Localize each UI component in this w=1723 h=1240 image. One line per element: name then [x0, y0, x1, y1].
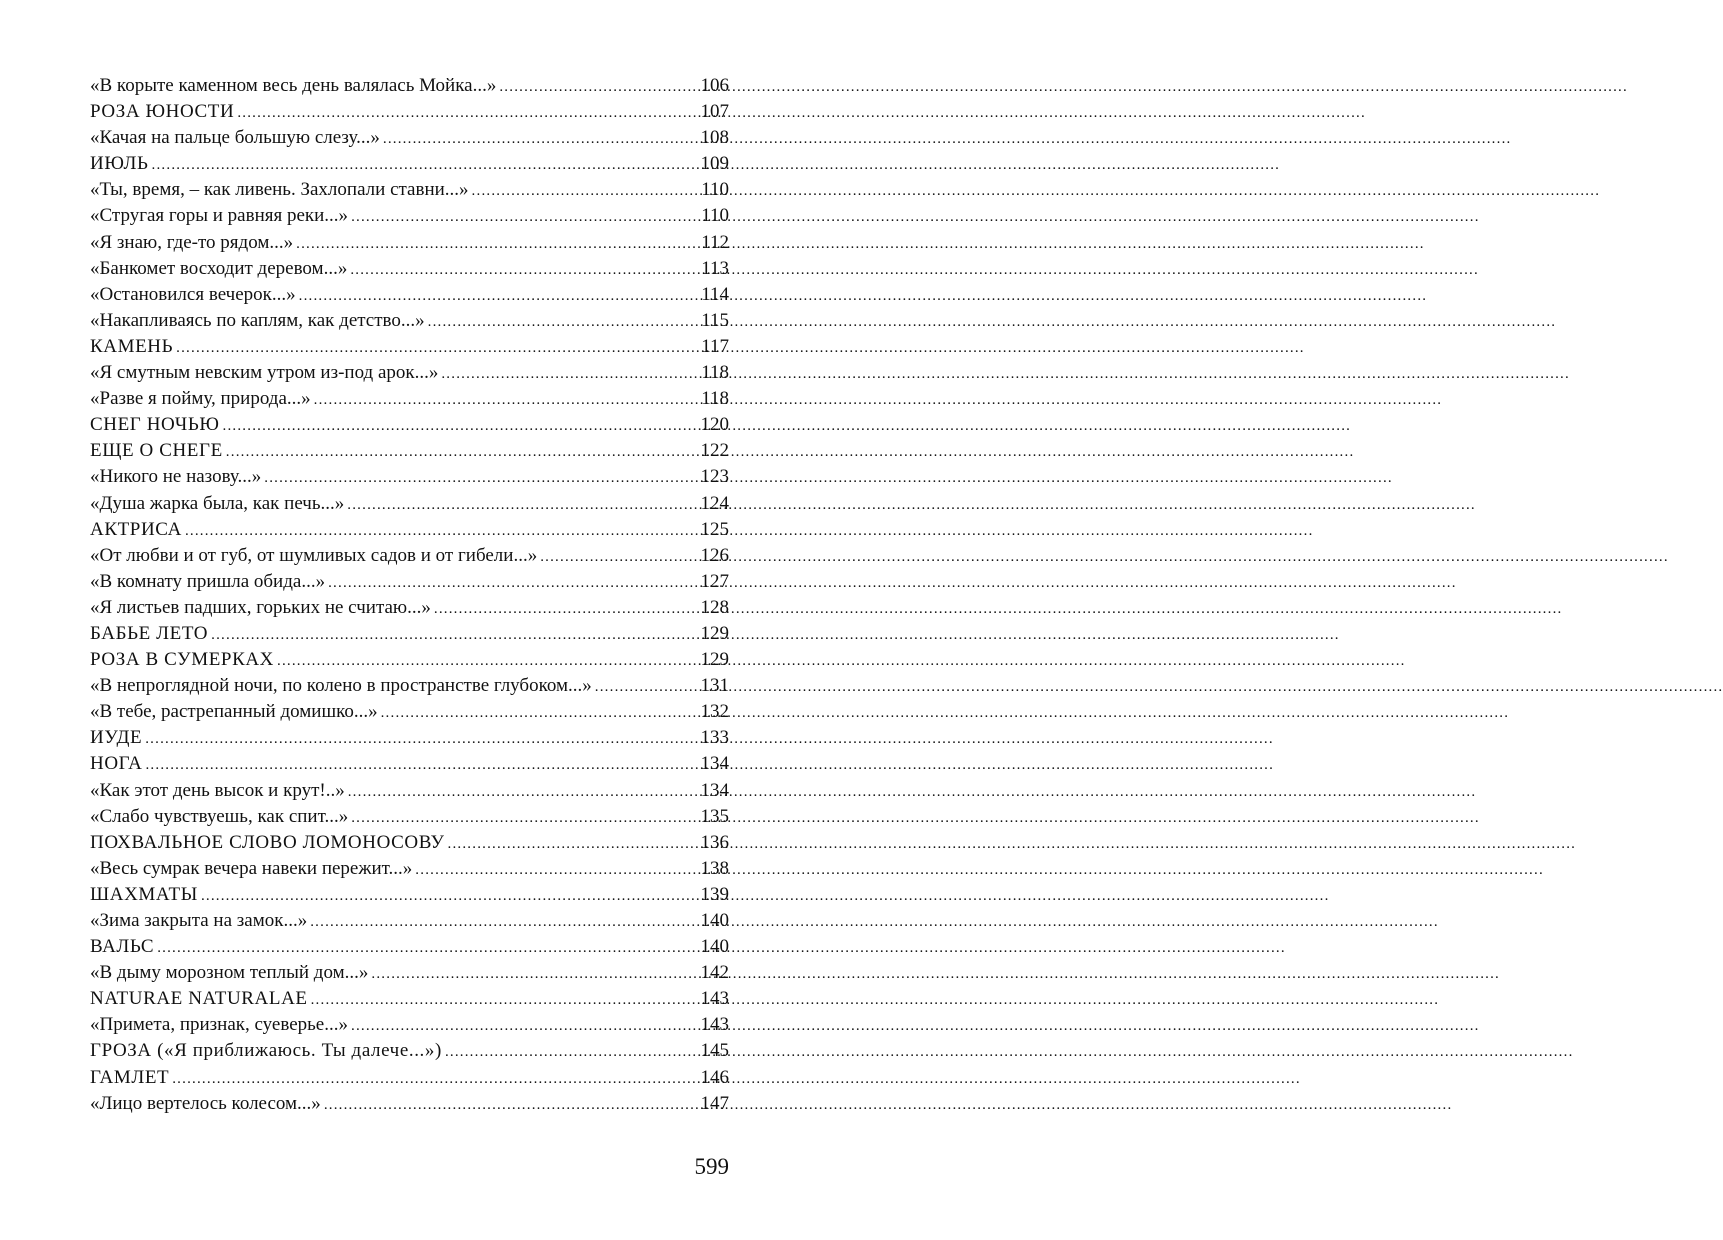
toc-list — [90, 73, 729, 1117]
toc-entry — [90, 517, 729, 543]
toc-entry-title: ИУДЕ — [90, 727, 143, 749]
toc-entry-title: «Никого не назову...» — [90, 466, 262, 488]
toc-entry-page-number: 117 — [701, 335, 729, 357]
toc-entry-title: «Я знаю, где-то рядом...» — [90, 231, 294, 253]
toc-entry-title: ВАЛЬС — [90, 936, 155, 958]
toc-entry — [90, 491, 729, 517]
toc-entry-title: «Я листьев падших, горьких не считаю...» — [90, 596, 431, 618]
toc-entry-title: «Душа жарка была, как печь...» — [90, 492, 345, 514]
toc-entry — [90, 308, 729, 334]
toc-dot-leader — [428, 309, 699, 335]
toc-dot-leader — [540, 544, 697, 570]
toc-entry-page-number: 133 — [700, 727, 729, 749]
toc-entry — [90, 882, 729, 908]
toc-dot-leader — [347, 492, 697, 518]
toc-entry-title: NATURAE NATURALAE — [90, 988, 308, 1010]
toc-entry-page-number: 128 — [700, 596, 729, 618]
toc-entry-page-number: 136 — [700, 831, 729, 853]
toc-entry-title: ШАХМАТЫ — [90, 883, 198, 905]
toc-entry-page-number: 143 — [700, 988, 729, 1010]
toc-dot-leader — [314, 387, 699, 413]
toc-entry-page-number: 140 — [700, 936, 729, 958]
toc-entry-page-number: 129 — [700, 622, 729, 644]
toc-entry-page-number: 124 — [700, 492, 729, 514]
toc-dot-leader — [441, 361, 698, 387]
toc-entry-page-number: 147 — [700, 1092, 729, 1114]
toc-entry — [90, 647, 729, 673]
toc-entry-page-number: 122 — [700, 440, 729, 462]
toc-entry-page-number: 118 — [701, 388, 729, 410]
toc-entry-title: «Остановился вечерок...» — [90, 283, 296, 305]
toc-entry-title: «Разве я пойму, природа...» — [90, 388, 311, 410]
toc-entry-title: ИЮЛЬ — [90, 153, 149, 175]
toc-entry-title: «Стругая горы и равняя реки...» — [90, 205, 349, 227]
toc-entry-title: РОЗА ЮНОСТИ — [90, 101, 235, 123]
toc-entry-page-number: 140 — [700, 910, 729, 931]
toc-dot-leader — [448, 831, 698, 857]
toc-entry — [90, 778, 729, 804]
toc-entry — [90, 699, 729, 725]
toc-dot-leader — [445, 1039, 698, 1065]
toc-entry-title: БАБЬЕ ЛЕТО — [90, 622, 209, 644]
toc-dot-leader — [145, 752, 697, 778]
toc-entry-title: «В корыте каменном весь день валялась Мойка...» — [90, 75, 497, 96]
toc-dot-leader — [145, 726, 697, 752]
toc-entry-page-number: 113 — [701, 257, 729, 279]
toc-entry-title: ГАМЛЕТ — [90, 1066, 170, 1088]
toc-entry — [90, 856, 729, 882]
toc-dot-leader — [350, 257, 698, 283]
toc-dot-leader — [351, 805, 697, 831]
toc-entry — [90, 1065, 729, 1091]
toc-entry-title: «Качая на пальце большую слезу...» — [90, 127, 380, 149]
toc-entry-page-number: 129 — [700, 649, 729, 671]
toc-entry-title: «Весь сумрак вечера навеки пережит...» — [90, 857, 413, 879]
toc-entry-title: ПОХВАЛЬНОЕ СЛОВО ЛОМОНОСОВУ — [90, 831, 445, 853]
toc-entry-page-number: 110 — [701, 205, 729, 227]
toc-dot-leader — [311, 987, 698, 1013]
toc-dot-leader — [152, 152, 698, 178]
toc-dot-leader — [296, 231, 698, 257]
toc-entry-title: ГРОЗА («Я приближаюсь. Ты далече...») — [90, 1040, 442, 1062]
toc-entry-page-number: 134 — [700, 753, 729, 775]
toc-entry — [90, 960, 729, 986]
toc-entry — [90, 673, 729, 699]
toc-entry-page-number: 142 — [700, 962, 729, 984]
toc-entry — [90, 203, 729, 229]
toc-entry — [90, 412, 729, 438]
toc-entry-title: «От любви и от губ, от шумливых садов и от гибели...» — [90, 544, 538, 566]
toc-dot-leader — [381, 700, 698, 726]
toc-dot-leader — [176, 335, 698, 361]
toc-entry-title: «Слабо чувствуешь, как спит...» — [90, 805, 349, 827]
toc-entry-title: «Банкомет восходит деревом...» — [90, 257, 348, 279]
toc-dot-leader — [328, 570, 697, 596]
toc-entry — [90, 1012, 729, 1038]
toc-entry-title: НОГА — [90, 753, 143, 775]
toc-entry — [90, 934, 729, 960]
toc-entry — [90, 1038, 729, 1064]
toc-entry-title: «В комнату пришла обида...» — [90, 570, 326, 592]
toc-entry-title: «Накапливаясь по каплям, как детство...» — [90, 309, 425, 331]
toc-entry-page-number: 135 — [700, 805, 729, 827]
toc-entry — [90, 230, 729, 256]
toc-entry — [90, 543, 729, 569]
toc-dot-leader — [595, 674, 698, 700]
toc-entry — [90, 908, 729, 934]
toc-dot-leader — [299, 283, 699, 309]
toc-dot-leader — [324, 1092, 698, 1118]
toc-entry — [90, 177, 729, 203]
toc-entry-title: «Как этот день высок и крут!..» — [90, 779, 345, 801]
toc-entry — [90, 282, 729, 308]
toc-entry-page-number: 131 — [700, 675, 729, 697]
toc-entry-page-number: 123 — [700, 466, 729, 488]
toc-dot-leader — [371, 961, 697, 987]
toc-entry-page-number: 126 — [700, 544, 729, 566]
toc-dot-leader — [499, 74, 697, 100]
toc-entry-page-number: 143 — [700, 1014, 729, 1036]
toc-entry-page-number: 107 — [700, 101, 729, 123]
toc-dot-leader — [223, 413, 698, 439]
toc-dot-leader — [348, 779, 698, 805]
toc-entry-title: КАМЕНЬ — [90, 335, 174, 357]
toc-dot-leader — [211, 622, 697, 648]
toc-entry-title: «Ты, время, – как ливень. Захлопали ставни...» — [90, 179, 469, 201]
toc-entry-title: «В тебе, растрепанный домишко...» — [90, 701, 378, 723]
toc-entry-title: «Зима закрыта на замок...» — [90, 910, 308, 931]
toc-entry — [90, 151, 729, 177]
toc-entry-title: «Примета, признак, суеверье...» — [90, 1014, 348, 1036]
page-number: 599 — [694, 1154, 729, 1179]
toc-entry — [90, 464, 729, 490]
toc-dot-leader — [185, 518, 698, 544]
toc-entry — [90, 334, 729, 360]
toc-dot-leader — [172, 1066, 697, 1092]
toc-entry-page-number: 118 — [701, 362, 729, 384]
toc-entry-title: РОЗА В СУМЕРКАХ — [90, 649, 274, 671]
table-of-contents-page — [90, 73, 729, 1117]
toc-entry — [90, 360, 729, 386]
toc-entry — [90, 595, 729, 621]
toc-dot-leader — [157, 935, 697, 961]
toc-entry — [90, 256, 729, 282]
toc-entry — [90, 386, 729, 412]
toc-entry-page-number: 115 — [701, 309, 729, 331]
toc-dot-leader — [472, 178, 699, 204]
toc-entry — [90, 830, 729, 856]
toc-entry-page-number: 132 — [700, 701, 729, 723]
toc-entry — [90, 1091, 729, 1117]
toc-entry-page-number: 109 — [700, 153, 729, 175]
toc-entry-page-number: 110 — [701, 179, 729, 201]
toc-dot-leader — [434, 596, 698, 622]
toc-entry-page-number: 125 — [700, 518, 729, 540]
toc-entry-page-number: 114 — [701, 283, 729, 305]
toc-dot-leader — [237, 100, 697, 126]
toc-dot-leader — [310, 909, 697, 935]
toc-dot-leader — [383, 126, 698, 152]
toc-entry-title: СНЕГ НОЧЬЮ — [90, 414, 220, 436]
toc-entry-title: «Лицо вертелось колесом...» — [90, 1092, 321, 1114]
toc-entry-page-number: 134 — [700, 779, 729, 801]
toc-entry — [90, 73, 729, 99]
toc-entry-title: ЕЩЕ О СНЕГЕ — [90, 440, 223, 462]
toc-entry — [90, 986, 729, 1012]
toc-dot-leader — [264, 465, 697, 491]
toc-entry-page-number: 139 — [700, 883, 729, 905]
toc-dot-leader — [415, 857, 697, 883]
toc-dot-leader — [201, 883, 698, 909]
toc-entry — [90, 725, 729, 751]
toc-entry-page-number: 112 — [701, 231, 729, 253]
toc-entry-page-number: 145 — [700, 1040, 729, 1062]
toc-entry-title: «В дыму морозном теплый дом...» — [90, 962, 369, 984]
toc-dot-leader — [351, 1013, 698, 1039]
toc-dot-leader — [226, 439, 698, 465]
toc-entry-title: АКТРИСА — [90, 518, 182, 540]
toc-dot-leader — [277, 648, 698, 674]
toc-entry-page-number: 138 — [700, 857, 729, 879]
toc-entry-title: «Я смутным невским утром из-под арок...» — [90, 362, 439, 384]
toc-entry-title: «В непроглядной ночи, по колено в пространстве глубоком...» — [90, 675, 592, 697]
toc-entry — [90, 99, 729, 125]
toc-entry — [90, 438, 729, 464]
toc-entry — [90, 125, 729, 151]
toc-dot-leader — [351, 204, 698, 230]
toc-entry-page-number: 108 — [700, 127, 729, 149]
toc-entry — [90, 621, 729, 647]
toc-entry-page-number: 106 — [700, 75, 729, 96]
toc-entry — [90, 569, 729, 595]
toc-entry-page-number: 146 — [700, 1066, 729, 1088]
toc-entry-page-number: 120 — [700, 414, 729, 436]
toc-entry-page-number: 127 — [700, 570, 729, 592]
toc-entry — [90, 804, 729, 830]
toc-entry — [90, 751, 729, 777]
